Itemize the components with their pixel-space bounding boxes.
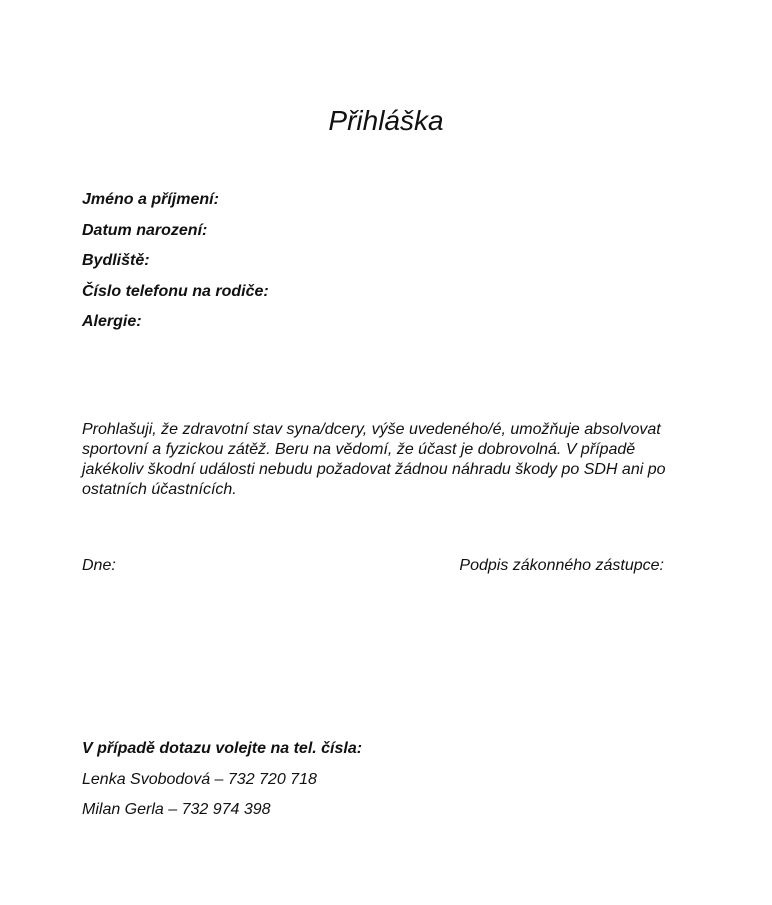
contact-item: Milan Gerla – 732 974 398 bbox=[82, 801, 271, 818]
date-label: Dne: bbox=[82, 557, 116, 574]
field-label-allergies: Alergie: bbox=[82, 313, 142, 330]
form-fields bbox=[82, 190, 682, 343]
contact-item: Lenka Svobodová – 732 720 718 bbox=[82, 770, 317, 788]
field-label-residence: Bydliště: bbox=[82, 252, 150, 269]
guardian-signature-label: Podpis zákonného zástupce: bbox=[459, 557, 664, 574]
page-title: Přihláška bbox=[328, 104, 444, 136]
field-label-birthdate: Datum narození: bbox=[82, 221, 208, 239]
contacts-heading: V případě dotazu volejte na tel. čísla: bbox=[82, 740, 363, 757]
field-label-parent-phone: Číslo telefonu na rodiče: bbox=[82, 282, 269, 300]
contacts-section bbox=[82, 739, 682, 831]
field-label-name: Jméno a příjmení: bbox=[82, 191, 219, 208]
declaration-paragraph: Prohlašuji, že zdravotní stav syna/dcery, výše uvedeného/é, umožňuje absolvovat sportovní a fyzickou zátěž. Beru na vědomí, že účast je dobrovolná. V případě jakékoliv škodní události nebudu požadovat žádnou náhradu škody po SDH ani po ostatních účastnících. bbox=[82, 421, 666, 498]
